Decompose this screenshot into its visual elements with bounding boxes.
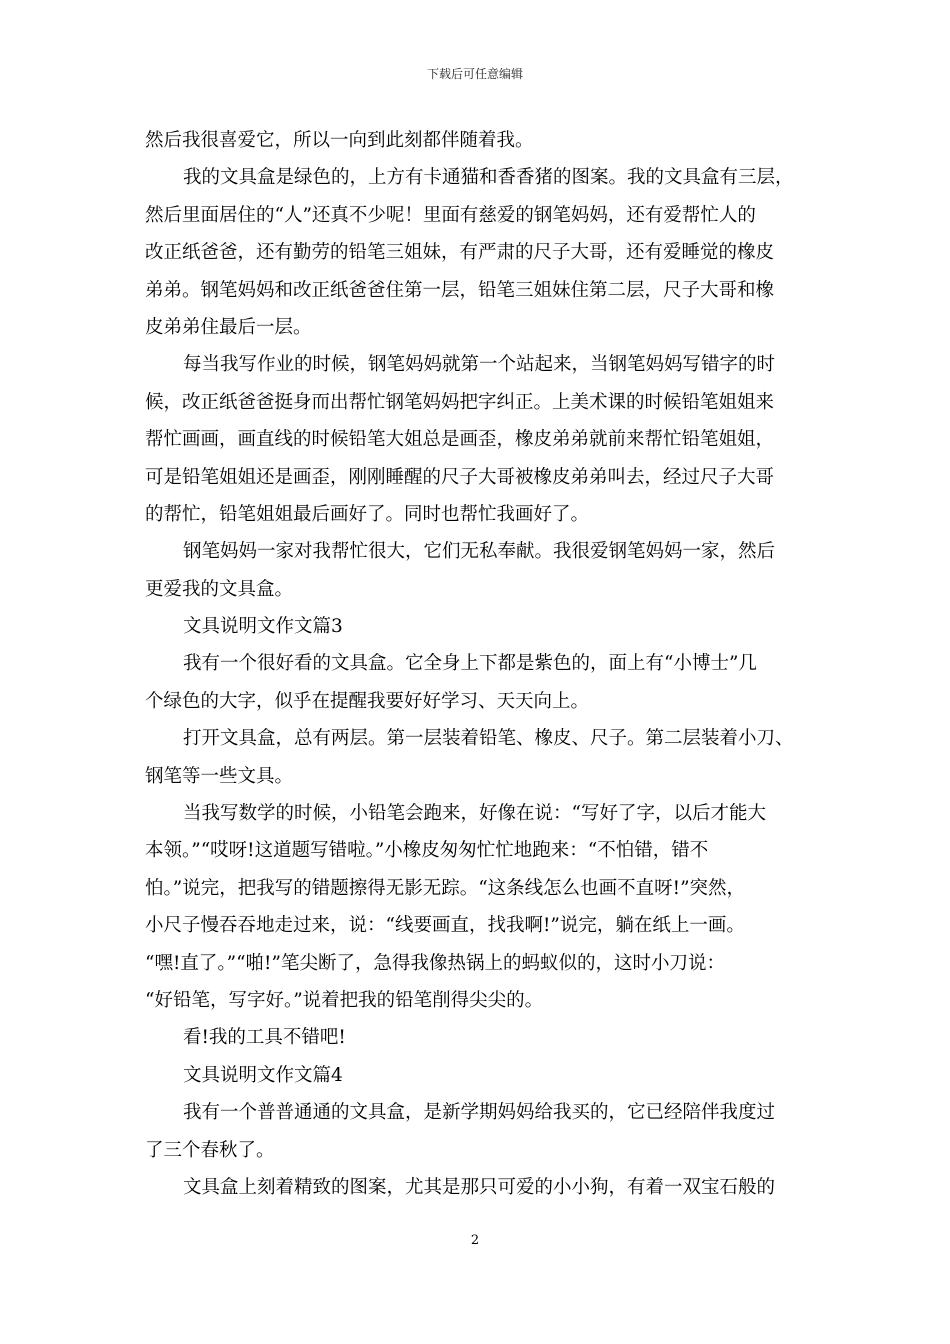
text-line: 当我写数学的时候，小铅笔会跑来，好像在说：“写好了字，以后才能大 — [183, 803, 766, 825]
text-line: 打开文具盒，总有两层。第一层装着铅笔、橡皮、尺子。第二层装着小刀、 — [183, 728, 794, 750]
text-line: 的帮忙，铅笔姐姐最后画好了。同时也帮忙我画好了。 — [145, 503, 590, 525]
text-line: “嘿!直了。”“啪!”笔尖断了，急得我像热锅上的蚂蚁似的，这时小刀说： — [145, 952, 725, 974]
text-line: 文具说明文作文篇4 — [183, 1064, 343, 1086]
text-line: 候，改正纸爸爸挺身而出帮忙钢笔妈妈把字纠正。上美术课的时候铅笔姐姐来 — [145, 391, 775, 413]
text-line: 看!我的工具不错吧! — [183, 1027, 346, 1049]
text-line: 每当我写作业的时候，钢笔妈妈就第一个站起来，当钢笔妈妈写错字的时 — [183, 354, 776, 376]
page-header: 下载后可任意编辑 — [426, 67, 523, 81]
text-line: 更爱我的文具盒。 — [145, 578, 294, 600]
text-line: 小尺子慢吞吞地走过来，说：“线要画直，找我啊!”说完，躺在纸上一画。 — [145, 915, 745, 937]
text-line: 帮忙画画，画直线的时候铅笔大姐总是画歪，橡皮弟弟就前来帮忙铅笔姐姐， — [145, 429, 775, 451]
text-line: 皮弟弟住最后一层。 — [145, 316, 312, 338]
text-line: 我有一个普普通通的文具盒，是新学期妈妈给我买的，它已经陪伴我度过 — [183, 1102, 776, 1124]
text-line: 个绿色的大字，似乎在提醒我要好好学习、天天向上。 — [145, 690, 590, 712]
text-line: 文具盒上刻着精致的图案，尤其是那只可爱的小小狗，有着一双宝石般的 — [183, 1176, 776, 1198]
text-line: 了三个春秋了。 — [145, 1139, 275, 1161]
text-line: 然后里面居住的“人”还真不少呢！里面有慈爱的钢笔妈妈，还有爱帮忙人的 — [145, 204, 756, 226]
text-line: 钢笔等一些文具。 — [145, 765, 294, 787]
text-line: 我的文具盒是绿色的，上方有卡通猫和香香猪的图案。我的文具盒有三层， — [183, 167, 794, 189]
text-line: 可是铅笔姐姐还是画歪，刚刚睡醒的尺子大哥被橡皮弟弟叫去，经过尺子大哥 — [145, 466, 775, 488]
text-line: 弟弟。钢笔妈妈和改正纸爸爸住第一层，铅笔三姐妹住第二层，尺子大哥和橡 — [145, 279, 775, 301]
text-line: 改正纸爸爸，还有勤劳的铅笔三姐妹，有严肃的尺子大哥，还有爱睡觉的橡皮 — [145, 242, 775, 264]
text-line: 钢笔妈妈一家对我帮忙很大，它们无私奉献。我很爱钢笔妈妈一家，然后 — [183, 541, 776, 563]
text-line: 怕。”说完，把我写的错题擦得无影无踪。“这条线怎么也画不直呀!”突然， — [145, 877, 746, 899]
text-line: 然后我很喜爱它，所以一向到此刻都伴随着我。 — [145, 130, 534, 151]
document-body — [145, 122, 813, 1206]
text-line: 我有一个很好看的文具盒。它全身上下都是紫色的，面上有“小博士”几 — [183, 653, 757, 675]
text-line: 文具说明文作文篇3 — [183, 616, 343, 638]
text-line: “好铅笔，写字好。”说着把我的铅笔削得尖尖的。 — [145, 989, 544, 1011]
text-line: 本领。”“哎呀!这道题写错啦。”小橡皮匆匆忙忙地跑来：“不怕错，错不 — [145, 840, 709, 862]
page-number: 2 — [470, 1233, 480, 1248]
